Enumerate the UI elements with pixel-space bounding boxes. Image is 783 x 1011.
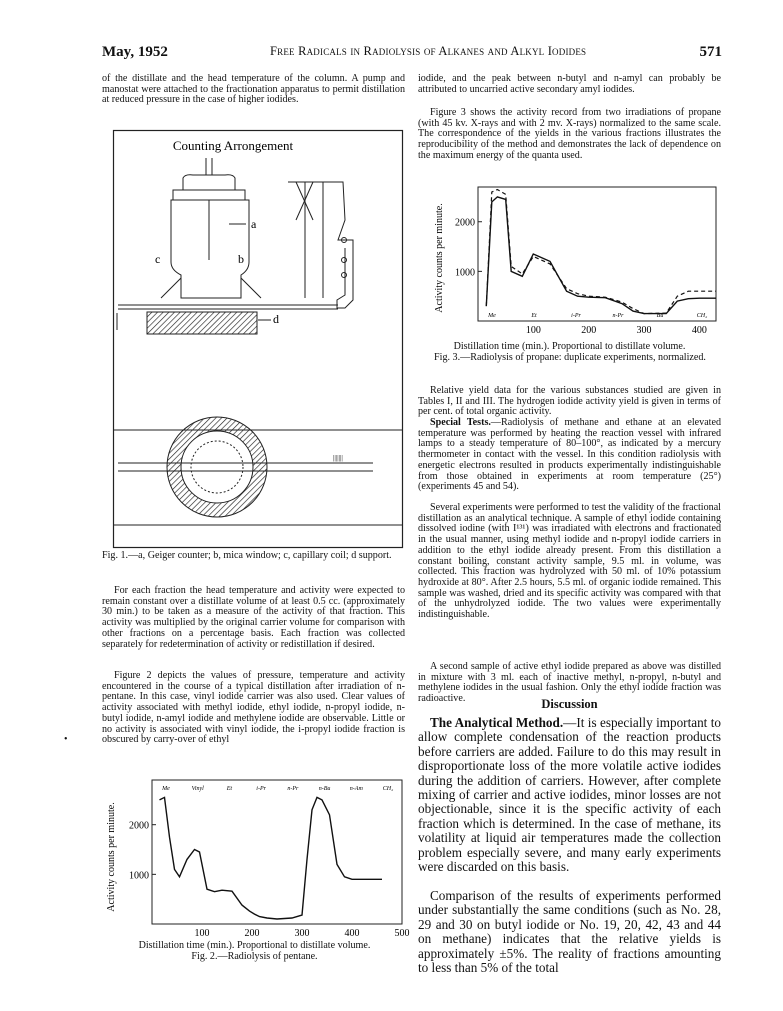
fig1-title: Counting Arrongement xyxy=(172,138,294,153)
peak-label: n-Bu xyxy=(318,786,331,792)
right-paragraph-relative: Relative yield data for the various substances studied are given in Tables I, II and III. The hydrogen iodide activity yield is given in terms of per cent. of total organic activity. xyxy=(418,385,721,418)
fig3-chart xyxy=(430,183,720,343)
fig2-ylabel: Activity counts per minute. xyxy=(106,802,117,912)
peak-label: Me xyxy=(488,313,496,319)
running-header xyxy=(102,44,722,64)
fig2-chart xyxy=(100,775,410,940)
x-tick-label: 200 xyxy=(581,325,597,336)
peak-label: Bu xyxy=(656,313,664,319)
x-tick-label: 200 xyxy=(244,928,260,939)
x-tick-label: 300 xyxy=(636,325,652,336)
fig2-series-line xyxy=(160,797,383,919)
right-paragraph-special xyxy=(418,418,721,493)
x-tick-label: 100 xyxy=(525,325,541,336)
peak-label: n-Pr xyxy=(612,313,624,319)
left-paragraph-fraction: For each fraction the head temperature and activity were expected to remain constant over a distillate volume of at least 0.5 cc. (approximately 30 min.) to be taken as a measure of the activity of that fraction. This activity was multiplied by the original carrier volume for comparison with other fractions on a percentage basis. Each fraction was collected separately for redetermination of activity or redistillation if desired. xyxy=(102,585,405,650)
x-tick-label: 400 xyxy=(344,928,360,939)
special-tests-heading: Special Tests. xyxy=(430,417,491,428)
analytical-method-text: —It is especially important to allow complete condensation of the reaction products before carriers are added. Failure to do this may result in disproportionate loss of the more volatile active iodides during the addition of carriers. However, after complete mixing of carrier and active iodides, minor losses are not objectionable, since it is the specific activity of each fraction which is determined. In the case of methane, its volatility at liquid air temperatures made the collection problem especially severe, and many early experiments were discarded on this basis. xyxy=(418,715,721,875)
peak-label: n-Pr xyxy=(287,786,299,792)
peak-label: Me xyxy=(162,786,170,792)
left-paragraph-top: of the distillate and the head temperature of the column. A pump and manostat were attached to the fractionation apparatus to permit distillation at reduced pressure in the case of higher iodides. xyxy=(102,73,405,106)
peak-label: i-Pr xyxy=(256,786,266,792)
fig1-label-d: d xyxy=(273,312,279,326)
right-paragraph-analytical xyxy=(418,716,721,874)
right-paragraph-top: iodide, and the peak between n-butyl and n-amyl can probably be attributed to uncarried active secondary amyl iodides. xyxy=(418,73,721,95)
y-tick-label: 2000 xyxy=(455,217,475,229)
peak-label: CH₂ xyxy=(382,786,394,792)
fig1-caption: Fig. 1.—a, Geiger counter; b, mica window; c, capillary coil; d support. xyxy=(102,550,392,561)
fig3-series-dashed xyxy=(486,190,716,314)
right-paragraph-second: A second sample of active ethyl iodide prepared as above was distilled in mixture with 3 ml. each of inactive methyl, n-propyl, n-butyl and methylene iodides in the usual fashion. Only the ethyl iodide fraction was radioactive. xyxy=(418,661,721,705)
right-paragraph-fig3: Figure 3 shows the activity record from two irradiations of propane (with 45 kv. X-rays and with 2 mv. X-rays) normalized to the same scale. The correspondence of the yields in the various fractions illustrates the reproducibility of the method and demonstrates the lack of dependence on the maximum energy of the quanta used. xyxy=(418,107,721,161)
left-paragraph-fig2: Figure 2 depicts the values of pressure, temperature and activity encountered in the course of a typical distillation after irradiation of n-pentane. In this case, vinyl iodide carrier was also used. Clear values of activity associated with methyl iodide, ethyl iodide, n-propyl iodide, n-butyl iodide, n-amyl iodide and methylene iodide are observable. Little or no activity is associated with vinyl iodide, the i-propyl iodide fraction is obscured by carry-over of ethyl xyxy=(102,670,405,746)
y-tick-label: 2000 xyxy=(129,820,149,832)
fig1-label-c: c xyxy=(155,252,161,266)
fig3-series-solid xyxy=(486,197,716,314)
x-tick-label: 400 xyxy=(691,325,707,336)
header-title: Free Radicals in Radiolysis of Alkanes and Alkyl Iodides xyxy=(270,44,587,58)
fig1-counting-arrangement xyxy=(113,130,403,548)
peak-label: Vinyl xyxy=(191,786,204,792)
peak-label: n-Am xyxy=(349,786,363,792)
fig1-label-a: a xyxy=(251,217,257,231)
peak-label: Et xyxy=(226,786,233,792)
x-tick-label: 500 xyxy=(394,928,410,939)
peak-label: i-Pr xyxy=(571,313,581,319)
header-date: May, 1952 xyxy=(102,44,168,60)
discussion-heading: Discussion xyxy=(541,697,598,711)
x-tick-label: 100 xyxy=(194,928,210,939)
peak-label: CH₂ xyxy=(696,313,708,319)
special-tests-text: —Radiolysis of methane and ethane at an elevated temperature was performed by heating the reaction vessel with infrared lamps to a steady temperature of 80–100°, as indicated by a mercury thermometer in contact with the vessel. In this condition radiolysis with energetic electrons resulted in products experimentally indistinguishable from those obtained in experiments at room temperature (25°) (experiments 45 and 54). xyxy=(418,417,722,493)
fig3-caption: Fig. 3.—Radiolysis of propane: duplicate experiments, normalized. xyxy=(434,352,706,363)
fig2-caption: Fig. 2.—Radiolysis of pentane. xyxy=(191,951,318,962)
fig1-label-b: b xyxy=(238,252,244,266)
y-tick-label: 1000 xyxy=(455,267,475,279)
margin-mark: • xyxy=(64,734,68,745)
analytical-method-heading: The Analytical Method. xyxy=(430,715,564,730)
fig3-xlabel: Distillation time (min.). Proportional to distillate volume. xyxy=(453,341,686,352)
fig2-xlabel: Distillation time (min.). Proportional to distillate volume. xyxy=(138,940,371,951)
x-tick-label: 300 xyxy=(294,928,310,939)
y-tick-label: 1000 xyxy=(129,870,149,882)
right-paragraph-several: Several experiments were performed to test the validity of the fractional distillation as an analytical technique. A sample of ethyl iodide containing dissolved iodine (with I¹³¹) was irradiated with electrons and fractionated in the usual manner, using methyl iodide and n-propyl iodide carriers in addition to the ethyl iodide already present. From this distillation a constant boiling, constant activity sample, 9.5 ml. in volume, was collected. This fraction was hydrolyzed with 50 ml. of 10% potassium hydroxide at 80°. After 2.5 hours, 5.5 ml. of organic iodide remained. This sample was washed, dried and its specific activity was compared with that of the unhydrolyzed iodide. The two values were experimentally indistinguishable. xyxy=(418,502,721,621)
svg-text:|||||||: ||||||| xyxy=(333,454,343,462)
fig3-ylabel: Activity counts per minute. xyxy=(434,203,445,313)
peak-label: Et xyxy=(531,313,537,319)
page-number: 571 xyxy=(699,44,722,60)
right-paragraph-comparison: Comparison of the results of experiments performed under substantially the same conditions (such as No. 28, 29 and 30 on butyl iodide or No. 19, 20, 42, 43 and 44 on methane) indicates that the relative yields is approximately ±5%. The reality of fractions amounting to less than 5% of the total xyxy=(418,888,721,976)
